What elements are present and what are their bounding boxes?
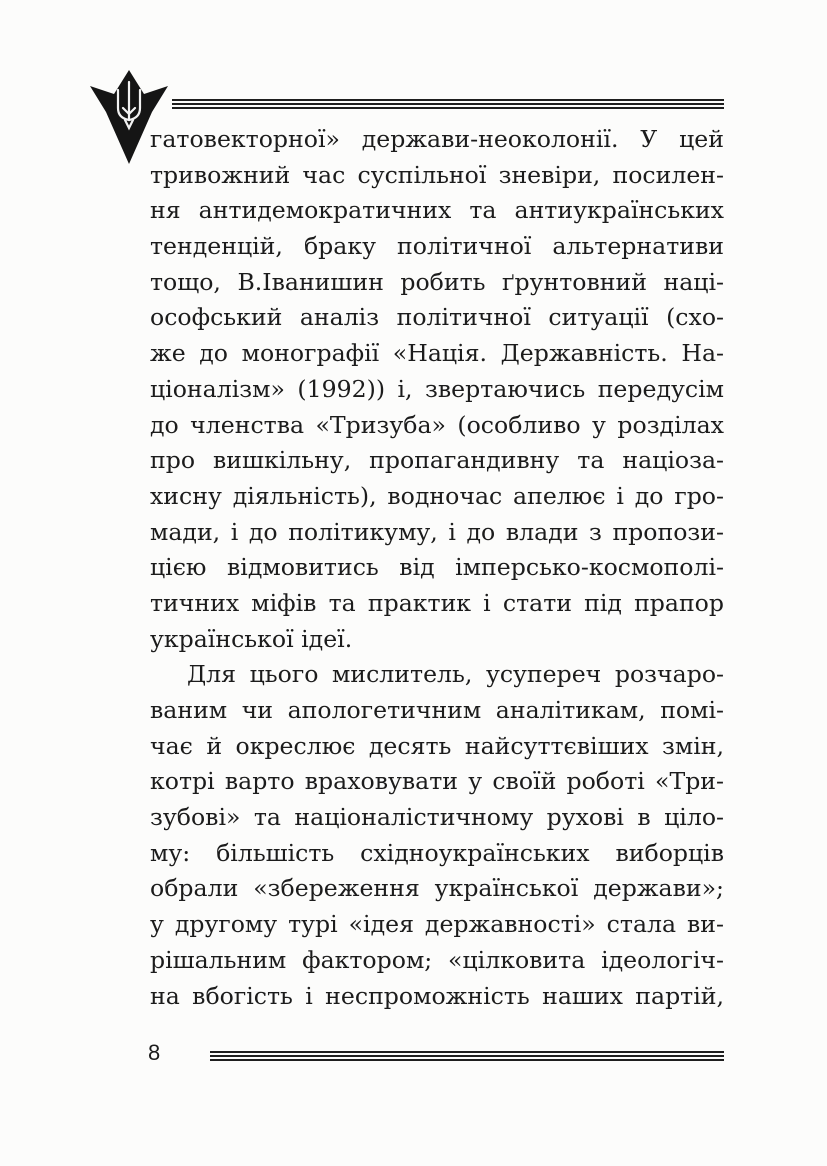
text-line: української ідеї. (150, 624, 353, 653)
text-line: на вбогість і неспроможність наших партій, (150, 981, 724, 1010)
text-line: про вишкільну, пропагандивну та націоза- (150, 446, 724, 475)
text-line: цією відмовитись від імперсько-космополі- (150, 553, 724, 582)
text-line: же до монографії «Нація. Державність. На- (150, 339, 724, 368)
page-body-text (150, 122, 724, 1014)
text-line: котрі варто враховувати у своїй роботі «Три- (150, 767, 724, 796)
text-line: гатовекторної» держави-неоколонії. У цей (150, 125, 724, 153)
text-line: ософський аналіз політичної ситуації (схо- (150, 303, 724, 332)
footer-rule (210, 1051, 724, 1063)
text-line: ня антидемократичних та антиукраїнських (150, 196, 724, 225)
text-line: обрали «збереження української держави»; (150, 874, 724, 903)
header-rule (172, 99, 724, 111)
text-line: зубові» та націоналістичному рухові в ціло- (150, 803, 724, 832)
text-line: Для цього мислитель, усупереч розчаро- (187, 660, 724, 689)
text-line: у другому турі «ідея державності» стала ви- (150, 910, 724, 939)
text-line: ваним чи апологетичним аналітикам, помі- (150, 696, 724, 724)
page-number: 8 (148, 1040, 161, 1065)
text-line: ціоналізм» (1992)) і, звертаючись передусім (150, 374, 724, 403)
text-line: тичних міфів та практик і стати під прапор (150, 588, 724, 617)
text-line: чає й окреслює десять найсуттєвіших змін, (150, 731, 724, 760)
text-line: тривожний час суспільної зневіри, посилен- (150, 160, 724, 189)
text-line: хисну діяльність), водночас апелює і до гро- (150, 481, 724, 510)
text-line: мади, і до політикуму, і до влади з пропози- (150, 517, 724, 546)
text-line: тенденцій, браку політичної альтернативи (150, 232, 724, 261)
text-line: му: більшість східноукраїнських виборців (150, 838, 724, 867)
text-line: тощо, В.Іванишин робить ґрунтовний наці- (150, 267, 724, 296)
text-line: до членства «Тризуба» (особливо у розділах (150, 410, 724, 439)
text-line: рішальним фактором; «цілковита ідеологіч- (150, 945, 724, 974)
